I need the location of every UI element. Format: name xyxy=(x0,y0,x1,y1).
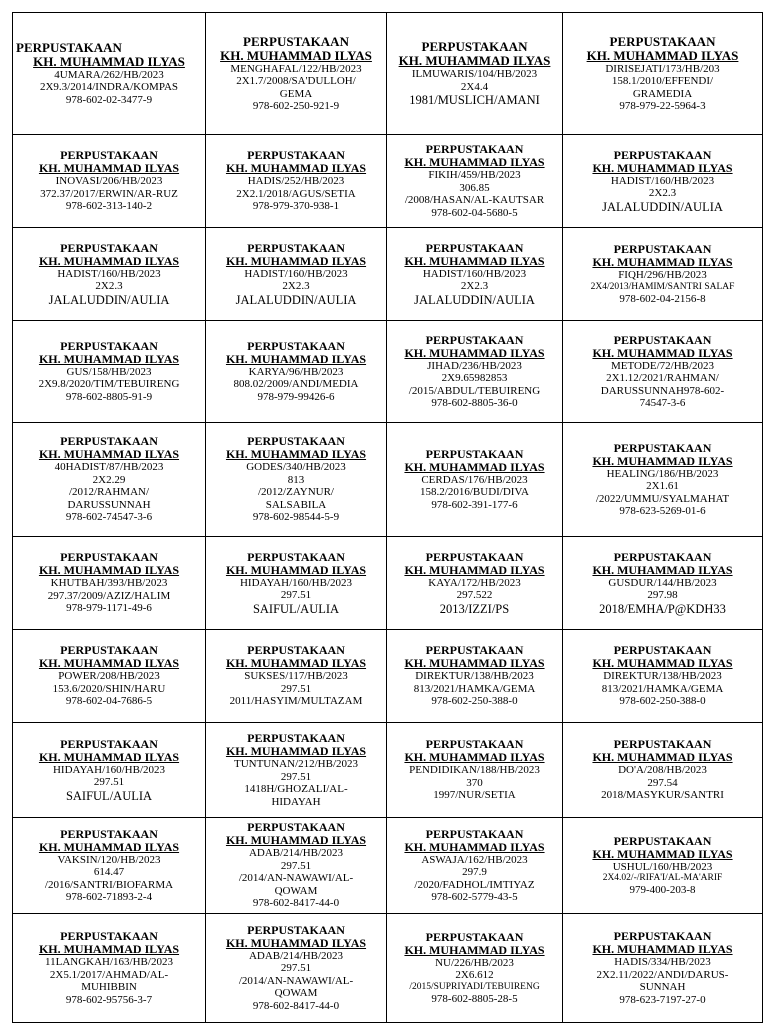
library-owner: KH. MUHAMMAD ILYAS xyxy=(38,563,180,578)
label-line: 74547-3-6 xyxy=(639,397,686,409)
call-number: VAKSIN/120/HB/2023 xyxy=(57,853,161,866)
library-name: PERPUSTAKAAN xyxy=(247,434,345,449)
label-row xyxy=(13,228,763,321)
library-name: PERPUSTAKAAN xyxy=(60,929,158,943)
library-owner: KH. MUHAMMAD ILYAS xyxy=(38,351,180,366)
label-line: JALALUDDIN/AULIA xyxy=(414,292,535,307)
label-line: MUHIBBIN xyxy=(81,981,137,993)
label-line: 370 xyxy=(466,776,483,789)
call-number: 4UMARA/262/HB/2023 xyxy=(54,68,164,81)
label-line: SALSABILA xyxy=(265,498,327,511)
book-label xyxy=(563,228,763,321)
library-name: PERPUSTAKAAN xyxy=(60,240,158,255)
call-number: KHUTBAH/393/HB/2023 xyxy=(50,577,168,590)
call-number: NU/226/HB/2023 xyxy=(435,956,514,969)
library-owner: KH. MUHAMMAD ILYAS xyxy=(592,846,733,861)
label-line: SAIFUL/AULIA xyxy=(252,601,340,616)
call-number: KAYA/172/HB/2023 xyxy=(428,576,521,589)
book-label xyxy=(387,423,563,537)
book-label xyxy=(563,914,763,1023)
book-label xyxy=(563,537,763,630)
call-number: ADAB/214/HB/2023 xyxy=(248,847,344,860)
library-name: PERPUSTAKAAN xyxy=(247,731,345,745)
library-name: PERPUSTAKAAN xyxy=(425,240,524,255)
call-number: DO'A/208/HB/2023 xyxy=(618,764,707,777)
library-owner: KH. MUHAMMAD ILYAS xyxy=(225,562,367,577)
label-line: 153.6/2020/SHIN/HARU xyxy=(52,682,166,695)
label-line: /2008/HASAN/AL-KAUTSAR xyxy=(404,194,545,206)
call-number: CERDAS/176/HB/2023 xyxy=(421,473,528,486)
book-label xyxy=(563,13,763,135)
label-line: 978-602-5779-43-5 xyxy=(431,891,518,903)
call-number: FIKIH/459/HB/2023 xyxy=(428,169,521,181)
book-label xyxy=(563,321,763,423)
call-number: JIHAD/236/HB/2023 xyxy=(427,359,522,372)
label-line: 297.51 xyxy=(93,776,125,788)
label-line: 813 xyxy=(287,473,305,486)
library-name: PERPUSTAKAAN xyxy=(60,736,158,751)
book-label xyxy=(563,423,763,537)
label-line: 297.522 xyxy=(456,589,493,601)
book-label xyxy=(387,914,563,1023)
call-number: HADIS/252/HB/2023 xyxy=(247,175,345,188)
label-line: /2012/RAHMAN/ xyxy=(68,486,150,499)
library-owner: KH. MUHAMMAD ILYAS xyxy=(592,942,733,956)
call-number: GUSDUR/144/HB/2023 xyxy=(608,576,717,589)
label-line: 978-979-370-938-1 xyxy=(252,200,340,213)
library-name: PERPUSTAKAAN xyxy=(16,39,122,55)
library-owner: KH. MUHAMMAD ILYAS xyxy=(404,839,545,854)
library-name: PERPUSTAKAAN xyxy=(60,550,158,565)
book-label xyxy=(206,723,387,818)
label-line: 978-602-02-3477-9 xyxy=(65,93,153,106)
library-name: PERPUSTAKAAN xyxy=(425,737,524,752)
book-label xyxy=(206,537,387,630)
library-owner: KH. MUHAMMAD ILYAS xyxy=(404,459,545,474)
book-label xyxy=(13,228,206,321)
library-owner: KH. MUHAMMAD ILYAS xyxy=(404,155,545,169)
call-number: PENDIDIKAN/188/HB/2023 xyxy=(409,764,540,777)
library-name: PERPUSTAKAAN xyxy=(425,446,524,461)
library-owner: KH. MUHAMMAD ILYAS xyxy=(225,656,367,671)
label-line: HIDAYAH xyxy=(271,795,321,808)
library-owner: KH. MUHAMMAD ILYAS xyxy=(38,253,180,268)
library-name: PERPUSTAKAAN xyxy=(613,242,712,256)
label-line: 978-602-250-388-0 xyxy=(619,695,706,708)
library-owner: KH. MUHAMMAD ILYAS xyxy=(586,47,739,63)
book-label xyxy=(13,537,206,630)
library-name: PERPUSTAKAAN xyxy=(247,549,345,564)
label-line: 2X1.12/2021/RAHMAN/ xyxy=(606,372,719,384)
label-line: /2014/AN-NAWAWI/AL- xyxy=(238,872,354,885)
book-label xyxy=(563,630,763,723)
book-label xyxy=(206,630,387,723)
book-label xyxy=(387,135,563,228)
call-number: HIDAYAH/160/HB/2023 xyxy=(239,576,353,589)
label-line: 2X4.4 xyxy=(460,80,489,93)
library-owner: KH. MUHAMMAD ILYAS xyxy=(33,53,185,69)
label-line: 1997/NUR/SETIA xyxy=(433,789,516,802)
library-name: PERPUSTAKAAN xyxy=(247,240,345,255)
library-name: PERPUSTAKAAN xyxy=(613,737,712,752)
label-line: 2X9.3/2014/INDRA/KOMPAS xyxy=(39,81,179,94)
book-label xyxy=(13,423,206,537)
book-label xyxy=(13,723,206,818)
call-number: KARYA/96/HB/2023 xyxy=(248,365,344,378)
label-line: 2X2.3 xyxy=(460,280,489,292)
library-name: PERPUSTAKAAN xyxy=(613,929,712,943)
call-number: DIREKTUR/138/HB/2023 xyxy=(415,670,534,683)
label-line: 978-623-5269-01-6 xyxy=(619,505,706,517)
book-label xyxy=(206,13,387,135)
book-label xyxy=(13,321,206,423)
label-line: SUNNAH xyxy=(639,981,686,993)
label-line: 2013/IZZI/PS xyxy=(439,601,510,616)
label-row xyxy=(13,818,763,914)
label-line: 978-602-8417-44-0 xyxy=(252,999,340,1012)
label-line: 978-602-71893-2-4 xyxy=(65,891,153,903)
label-line: 978-602-8805-36-0 xyxy=(431,397,518,409)
call-number: USHUL/160/HB/2023 xyxy=(612,860,713,873)
label-line: 2X2.1/2018/AGUS/SETIA xyxy=(236,187,356,200)
label-line: 2011/HASYIM/MULTAZAM xyxy=(229,695,363,708)
library-owner: KH. MUHAMMAD ILYAS xyxy=(38,942,180,956)
label-line: 978-602-250-921-9 xyxy=(252,100,340,112)
label-line: 2X2.29 xyxy=(92,473,126,486)
book-label xyxy=(206,818,387,914)
call-number: SUKSES/117/HB/2023 xyxy=(244,670,348,683)
label-line: 297.51 xyxy=(280,770,312,783)
library-name: PERPUSTAKAAN xyxy=(425,929,524,944)
book-label xyxy=(387,818,563,914)
library-name: PERPUSTAKAAN xyxy=(60,338,158,353)
label-line: /2020/FADHOL/IMTIYAZ xyxy=(414,878,535,891)
label-line: /2012/ZAYNUR/ xyxy=(258,486,334,499)
call-number: MENGHAFAL/122/HB/2023 xyxy=(230,62,362,75)
label-line: 978-602-391-177-6 xyxy=(431,498,518,511)
label-line: /2015/ABDUL/TEBUIRENG xyxy=(408,384,541,397)
book-label xyxy=(13,630,206,723)
label-line: SAIFUL/AULIA xyxy=(65,788,153,803)
library-name: PERPUSTAKAAN xyxy=(613,643,712,658)
label-line: 978-602-98544-5-9 xyxy=(252,511,340,524)
library-owner: KH. MUHAMMAD ILYAS xyxy=(404,656,545,671)
library-name: PERPUSTAKAAN xyxy=(421,39,528,54)
library-name: PERPUSTAKAAN xyxy=(613,440,712,455)
label-line: 2X2.11/2022/ANDI/DARUS- xyxy=(596,968,729,981)
book-label xyxy=(563,723,763,818)
label-line: 808.02/2009/ANDI/MEDIA xyxy=(233,378,359,391)
label-line: 297.37/2009/AZIZ/HALIM xyxy=(47,589,171,602)
label-line: 2X2.3 xyxy=(95,280,123,292)
label-line: DARUSSUNNAH978-602- xyxy=(600,384,725,397)
book-label xyxy=(206,135,387,228)
library-owner: KH. MUHAMMAD ILYAS xyxy=(404,253,545,268)
library-owner: KH. MUHAMMAD ILYAS xyxy=(404,750,545,765)
library-owner: KH. MUHAMMAD ILYAS xyxy=(592,750,733,765)
label-line: 297.98 xyxy=(647,589,678,601)
label-line: 2X4/2013/HAMIM/SANTRI SALAF xyxy=(590,281,735,292)
book-label xyxy=(13,135,206,228)
label-row xyxy=(13,13,763,135)
label-line: 978-602-8417-44-0 xyxy=(252,897,340,910)
library-name: PERPUSTAKAAN xyxy=(60,148,158,163)
label-line: 978-602-8805-91-9 xyxy=(65,390,153,403)
label-line: 2018/EMHA/P@KDH33 xyxy=(599,601,726,616)
call-number: 11LANGKAH/163/HB/2023 xyxy=(45,956,173,968)
label-line: 978-602-250-388-0 xyxy=(431,695,518,708)
call-number: ILMUWARIS/104/HB/2023 xyxy=(411,68,538,80)
label-line: 978-602-8805-28-5 xyxy=(431,992,518,1005)
library-owner: KH. MUHAMMAD ILYAS xyxy=(38,656,180,671)
label-line: 978-602-04-5680-5 xyxy=(431,206,518,219)
label-row xyxy=(13,321,763,423)
label-line: 978-979-22-5964-3 xyxy=(619,100,706,112)
library-owner: KH. MUHAMMAD ILYAS xyxy=(592,656,733,671)
call-number: HADIST/160/HB/2023 xyxy=(244,267,348,280)
book-label xyxy=(387,228,563,321)
book-label xyxy=(206,914,387,1023)
library-owner: KH. MUHAMMAD ILYAS xyxy=(38,839,180,854)
call-number: GUS/158/HB/2023 xyxy=(66,365,152,378)
library-name: PERPUSTAKAAN xyxy=(613,833,712,848)
library-owner: KH. MUHAMMAD ILYAS xyxy=(38,447,180,462)
library-owner: KH. MUHAMMAD ILYAS xyxy=(398,53,551,68)
label-line: 614.47 xyxy=(93,866,125,878)
library-owner: KH. MUHAMMAD ILYAS xyxy=(225,351,367,366)
book-label xyxy=(13,13,206,135)
label-line: 978-623-7197-27-0 xyxy=(619,993,706,1006)
library-name: PERPUSTAKAAN xyxy=(247,820,345,835)
call-number: DIRISEJATI/173/HB/203 xyxy=(605,62,720,75)
call-number: METODE/72/HB/2023 xyxy=(610,359,715,372)
library-name: PERPUSTAKAAN xyxy=(425,643,524,658)
label-line: DARUSSUNNAH xyxy=(67,498,151,511)
label-line: 1418H/GHOZALI/AL- xyxy=(244,783,348,795)
label-line: 2X4.02/-/RIFA'I/AL-MA'ARIF xyxy=(602,873,723,883)
label-line: 978-602-74547-3-6 xyxy=(65,511,153,524)
label-line: 978-979-99426-6 xyxy=(257,390,335,403)
label-line: /2015/SUPRIYADI/TEBUIRENG xyxy=(409,981,540,992)
call-number: GODES/340/HB/2023 xyxy=(246,461,346,474)
library-owner: KH. MUHAMMAD ILYAS xyxy=(225,744,367,758)
library-owner: KH. MUHAMMAD ILYAS xyxy=(220,47,372,63)
book-label xyxy=(387,321,563,423)
label-line: 2018/MASYKUR/SANTRI xyxy=(601,789,724,802)
library-owner: KH. MUHAMMAD ILYAS xyxy=(404,942,545,957)
library-owner: KH. MUHAMMAD ILYAS xyxy=(225,935,367,950)
call-number: TUNTUNAN/212/HB/2023 xyxy=(233,758,359,770)
library-owner: KH. MUHAMMAD ILYAS xyxy=(404,562,545,577)
library-name: PERPUSTAKAAN xyxy=(425,142,524,156)
label-row xyxy=(13,423,763,537)
library-owner: KH. MUHAMMAD ILYAS xyxy=(592,562,733,577)
call-number: HADIST/160/HB/2023 xyxy=(422,267,527,280)
call-number: FIQH/296/HB/2023 xyxy=(618,269,707,281)
label-row xyxy=(13,723,763,818)
label-line: 2X1.7/2008/SA'DULLOH/ xyxy=(236,75,356,87)
label-row xyxy=(13,537,763,630)
label-line: 297.54 xyxy=(647,776,678,789)
label-line: 2X1.61 xyxy=(646,480,679,492)
book-label xyxy=(206,423,387,537)
library-name: PERPUSTAKAAN xyxy=(247,338,345,353)
library-name: PERPUSTAKAAN xyxy=(247,148,345,163)
label-line: 978-602-04-2156-8 xyxy=(619,292,706,305)
label-line: 297.51 xyxy=(280,589,312,601)
label-line: 372.37/2017/ERWIN/AR-RUZ xyxy=(40,187,178,200)
label-row xyxy=(13,914,763,1023)
call-number: POWER/208/HB/2023 xyxy=(58,670,160,683)
label-line: 297.51 xyxy=(280,859,312,872)
book-label xyxy=(563,818,763,914)
call-number: ADAB/214/HB/2023 xyxy=(248,949,344,962)
library-owner: KH. MUHAMMAD ILYAS xyxy=(225,161,367,176)
label-line: 813/2021/HAMKA/GEMA xyxy=(601,682,724,695)
label-line: 297.9 xyxy=(462,866,487,878)
call-number: HEALING/186/HB/2023 xyxy=(606,467,719,480)
library-name: PERPUSTAKAAN xyxy=(425,826,524,841)
label-line: GEMA xyxy=(279,87,313,100)
label-line: /2014/AN-NAWAWI/AL- xyxy=(238,974,354,987)
label-line: 297.51 xyxy=(280,962,312,975)
book-label xyxy=(387,723,563,818)
library-name: PERPUSTAKAAN xyxy=(613,147,712,162)
label-line: 2X9.8/2020/TIM/TEBUIRENG xyxy=(38,378,180,391)
library-name: PERPUSTAKAAN xyxy=(425,549,524,564)
library-owner: KH. MUHAMMAD ILYAS xyxy=(225,833,367,848)
library-name: PERPUSTAKAAN xyxy=(60,826,158,841)
library-owner: KH. MUHAMMAD ILYAS xyxy=(592,345,733,360)
label-line: QOWAM xyxy=(274,987,318,1000)
label-line: 978-979-1171-49-6 xyxy=(66,602,152,615)
label-line: 978-602-95756-3-7 xyxy=(65,993,153,1006)
library-owner: KH. MUHAMMAD ILYAS xyxy=(404,345,545,360)
library-name: PERPUSTAKAAN xyxy=(247,922,345,937)
label-line: 2X2.3 xyxy=(648,187,677,199)
label-row xyxy=(13,630,763,723)
library-name: PERPUSTAKAAN xyxy=(247,643,345,658)
label-line: 2X2.3 xyxy=(282,280,310,292)
label-row xyxy=(13,135,763,228)
call-number: HADIS/334/HB/2023 xyxy=(614,956,711,968)
library-name: PERPUSTAKAAN xyxy=(425,332,524,347)
library-owner: KH. MUHAMMAD ILYAS xyxy=(38,161,180,176)
library-name: PERPUSTAKAAN xyxy=(609,33,716,49)
label-line: 306.85 xyxy=(459,181,490,194)
book-label xyxy=(387,630,563,723)
book-label xyxy=(206,228,387,321)
book-label xyxy=(13,914,206,1023)
label-line: 158.2/2016/BUDI/DIVA xyxy=(420,486,529,499)
label-line: 297.51 xyxy=(280,682,312,695)
library-name: PERPUSTAKAAN xyxy=(613,332,712,347)
library-name: PERPUSTAKAAN xyxy=(60,643,158,658)
call-number: HADIST/160/HB/2023 xyxy=(57,267,161,280)
label-line: 2X9.65982853 xyxy=(441,372,508,384)
book-label xyxy=(387,537,563,630)
call-number: HADIST/160/HB/2023 xyxy=(610,174,715,187)
library-owner: KH. MUHAMMAD ILYAS xyxy=(225,253,367,268)
label-line: JALALUDDIN/AULIA xyxy=(48,292,170,307)
book-label xyxy=(206,321,387,423)
library-name: PERPUSTAKAAN xyxy=(243,33,349,49)
label-line: 813/2021/HAMKA/GEMA xyxy=(413,682,536,695)
label-line: JALALUDDIN/AULIA xyxy=(235,292,357,307)
label-line: 158.1/2010/EFFENDI/ xyxy=(611,75,714,87)
label-line: 978-602-04-7686-5 xyxy=(65,695,153,708)
book-label xyxy=(13,818,206,914)
label-line: QOWAM xyxy=(274,884,318,897)
call-number: INOVASI/206/HB/2023 xyxy=(55,175,163,188)
label-line: 979-400-203-8 xyxy=(629,884,696,896)
library-owner: KH. MUHAMMAD ILYAS xyxy=(38,749,180,764)
call-number: 40HADIST/87/HB/2023 xyxy=(54,461,164,474)
book-label xyxy=(563,135,763,228)
call-number: HIDAYAH/160/HB/2023 xyxy=(52,763,166,776)
label-line: GRAMEDIA xyxy=(632,87,693,100)
label-line: JALALUDDIN/AULIA xyxy=(602,199,723,214)
label-line: /2016/SANTRI/BIOFARMA xyxy=(44,878,174,891)
library-owner: KH. MUHAMMAD ILYAS xyxy=(592,255,733,269)
library-name: PERPUSTAKAAN xyxy=(613,549,712,564)
label-line: 2X6.612 xyxy=(455,969,494,982)
label-line: 2X5.1/2017/AHMAD/AL- xyxy=(49,968,169,981)
label-line: 1981/MUSLICH/AMANI xyxy=(409,93,540,107)
label-sheet xyxy=(12,12,763,1023)
library-owner: KH. MUHAMMAD ILYAS xyxy=(225,447,367,462)
library-owner: KH. MUHAMMAD ILYAS xyxy=(592,453,733,468)
library-name: PERPUSTAKAAN xyxy=(60,434,158,449)
label-sheet-body xyxy=(13,13,763,1023)
library-owner: KH. MUHAMMAD ILYAS xyxy=(592,160,733,175)
call-number: DIREKTUR/138/HB/2023 xyxy=(603,670,722,683)
label-line: 978-602-313-140-2 xyxy=(65,200,153,213)
call-number: ASWAJA/162/HB/2023 xyxy=(421,853,528,866)
book-label xyxy=(387,13,563,135)
label-line: /2022/UMMU/SYALMAHAT xyxy=(595,492,730,505)
